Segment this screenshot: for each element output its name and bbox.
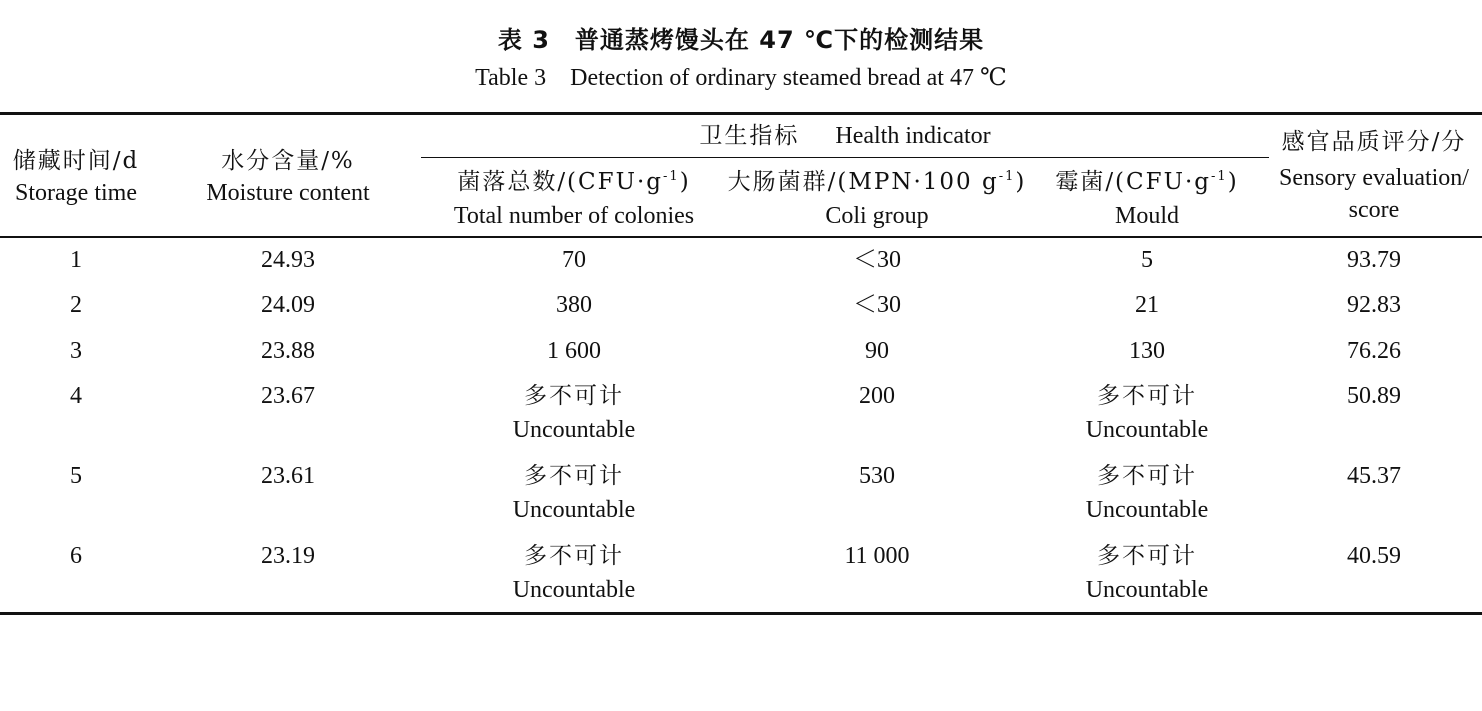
cell-colonies: 多不可计 [524,383,624,409]
bottom-rule [0,612,1482,615]
cell-sensory: 45.37 [1347,463,1401,489]
header-colonies-sup: -1 [663,169,680,184]
header-moisture-en: Moisture content [206,180,370,206]
cell-day: 3 [70,338,82,364]
header-health-indicator-cn: 卫生指标 [699,123,800,149]
cell-mould: 21 [1135,292,1159,318]
cell-colonies-en: Uncountable [512,417,636,443]
cell-sensory: 93.79 [1347,247,1401,273]
header-colonies-en: Total number of colonies [453,203,695,229]
cell-mould: 多不可计 [1097,463,1197,489]
cell-coli: 200 [859,383,895,409]
cell-mould-en: Uncountable [1085,417,1209,443]
cell-moisture: 24.09 [261,292,315,318]
cell-colonies: 70 [562,247,586,273]
cell-moisture: 23.67 [261,383,315,409]
cell-colonies: 多不可计 [524,463,624,489]
header-mould-cn [1027,165,1267,199]
cell-day: 4 [70,383,82,409]
header-sensory-en1: Sensory evaluation/ [1279,165,1469,191]
cell-moisture: 23.19 [261,543,315,569]
cell-sensory: 50.89 [1347,383,1401,409]
cell-day: 2 [70,292,82,318]
cell-mould: 多不可计 [1097,383,1197,409]
cell-moisture: 23.88 [261,338,315,364]
header-storage-time-cn: 储藏时间/d [12,148,140,174]
cell-colonies: 1 600 [547,338,601,364]
header-mould-cn-suffix: ) [1227,169,1239,195]
cell-moisture: 23.61 [261,463,315,489]
health-indicator-rule [421,157,1269,158]
cell-coli: 11 000 [844,543,910,569]
cell-colonies-en: Uncountable [512,577,636,603]
header-bottom-rule [0,236,1482,238]
cell-coli: ＜30 [853,292,901,318]
cell-mould: 130 [1129,338,1165,364]
cell-sensory: 40.59 [1347,543,1401,569]
header-mould-en: Mould [1114,203,1179,229]
table-caption-cn: 表 3 普通蒸烤馒头在 47 ℃下的检测结果 [497,26,985,54]
cell-sensory: 76.26 [1347,338,1401,364]
header-mould-sup: -1 [1211,169,1228,184]
cell-moisture: 24.93 [261,247,315,273]
header-coli-cn [727,165,1027,199]
header-colonies-cn-prefix: 菌落总数/(CFU·g [457,169,664,195]
table-caption-en: Table 3 Detection of ordinary steamed bread at 47 ℃ [475,65,1007,91]
header-coli-cn-prefix: 大肠菌群/(MPN·100 g [727,169,999,195]
cell-colonies-en: Uncountable [512,497,636,523]
header-coli-en: Coli group [825,203,929,229]
cell-coli: 90 [865,338,889,364]
header-moisture-cn: 水分含量/% [221,148,355,174]
cell-mould: 多不可计 [1097,543,1197,569]
header-health-indicator-en: Health indicator [835,123,991,149]
cell-colonies: 多不可计 [524,543,624,569]
header-sensory-en2: score [1348,197,1400,223]
cell-sensory: 92.83 [1347,292,1401,318]
header-coli-sup: -1 [998,169,1016,184]
header-colonies-cn [421,165,727,199]
cell-coli: 530 [859,463,895,489]
header-coli-cn-suffix: ) [1015,169,1027,195]
header-mould-cn-prefix: 霉菌/(CFU·g [1055,169,1212,195]
top-rule [0,112,1482,115]
header-storage-time-en: Storage time [15,180,137,206]
cell-day: 6 [70,543,82,569]
cell-mould-en: Uncountable [1085,577,1209,603]
cell-day: 1 [70,247,82,273]
header-sensory-cn: 感官品质评分/分 [1281,129,1467,155]
header-colonies-cn-suffix: ) [679,169,691,195]
cell-coli: ＜30 [853,247,901,273]
header-health-indicator [421,119,1269,153]
cell-colonies: 380 [556,292,592,318]
cell-day: 5 [70,463,82,489]
cell-mould: 5 [1141,247,1153,273]
cell-mould-en: Uncountable [1085,497,1209,523]
